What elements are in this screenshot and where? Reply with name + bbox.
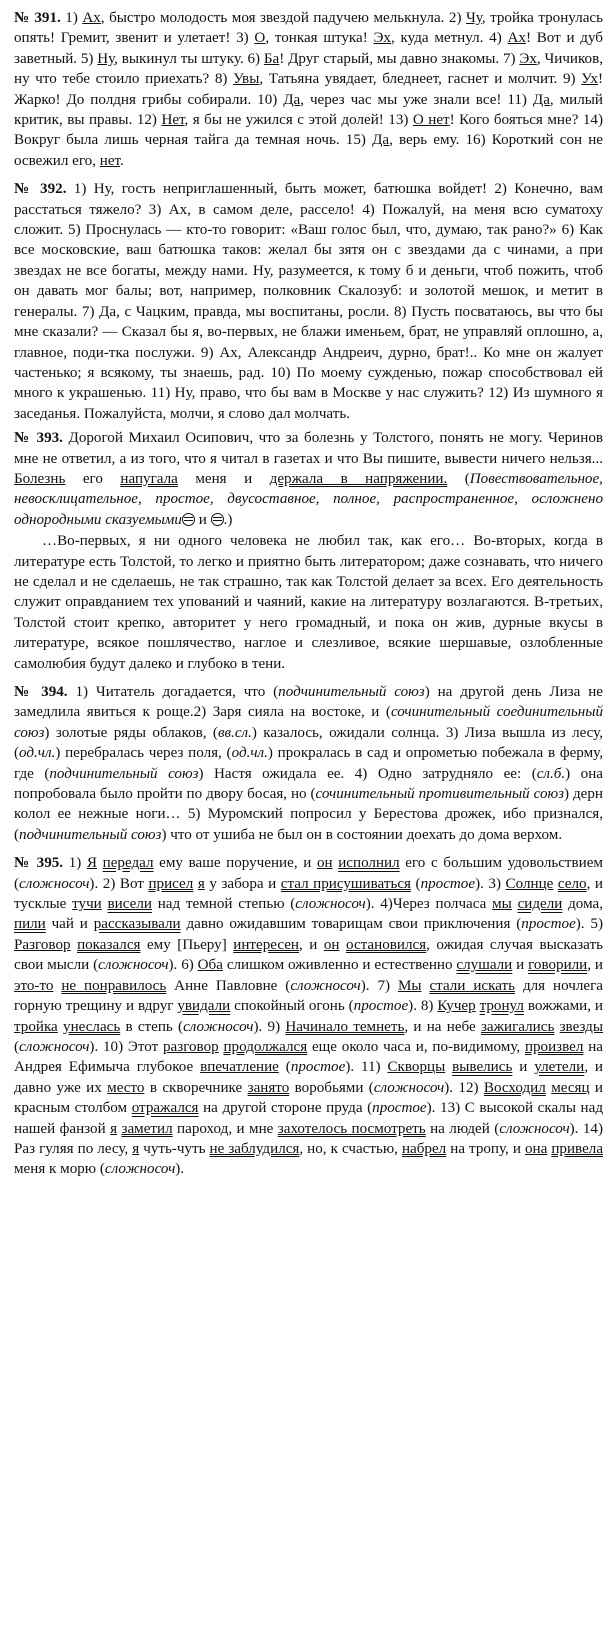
text-run: его xyxy=(82,470,103,487)
italic-note: простое xyxy=(521,916,576,933)
double-underlined-word: Восходил xyxy=(483,1079,546,1096)
underlined-word: она xyxy=(524,1140,548,1157)
double-underlined-word: привела xyxy=(551,1140,604,1157)
text-run: на другой стороне пруда ( xyxy=(198,1100,373,1117)
text-run: ). 14) Раз гуляя по лесу, xyxy=(14,1120,604,1157)
italic-note: подчинительный союз xyxy=(19,826,162,843)
underlined-word: он xyxy=(316,855,333,872)
double-underlined-word: рассказывали xyxy=(93,916,181,933)
italic-note: простое xyxy=(420,875,476,892)
double-underlined-word: Начинало темнеть xyxy=(285,1018,405,1035)
italic-note: сложносоч xyxy=(183,1018,254,1035)
text-run: для ночлега горную трещину и вдруг xyxy=(14,977,603,1015)
double-underlined-word: зажигались xyxy=(480,1018,555,1035)
text-run xyxy=(178,471,195,487)
text-run: воробьями ( xyxy=(289,1079,374,1096)
exercise-number: № 394. xyxy=(14,684,68,700)
underlined-word: Эх xyxy=(373,30,391,47)
underlined-word: тучи xyxy=(72,896,102,913)
text-run: ! Друг старый, мы давно знакомы. 7) xyxy=(279,50,520,67)
text-run: и xyxy=(512,1059,535,1076)
text-run: Анне Павловне ( xyxy=(166,977,291,994)
italic-note: сложносоч xyxy=(104,1161,176,1178)
text-run: ему [Пьеру] xyxy=(140,936,234,953)
text-run: ). 5) xyxy=(575,916,603,933)
text-run: , Татьяна увядает, бледнеет, гаснет и молчит. 9) xyxy=(259,71,582,88)
underlined-word: нет xyxy=(99,152,121,169)
underlined-word: Кучер xyxy=(437,998,476,1015)
text-run: , и на небе xyxy=(404,1018,481,1035)
underlined-word: месяц xyxy=(551,1079,590,1096)
underlined-word: Мы xyxy=(397,977,422,994)
text-run: ). 10) Этот xyxy=(89,1038,163,1055)
text-run: и xyxy=(512,957,529,974)
double-underlined-word: набрел xyxy=(401,1140,447,1157)
double-line-circle-icon xyxy=(182,513,195,526)
text-run: ). 4)Через полчаса xyxy=(365,896,493,913)
text-run: , и xyxy=(587,957,603,974)
double-underlined-word: вывелись xyxy=(452,1059,513,1076)
italic-note: сл.б. xyxy=(536,765,566,782)
underlined-word: Оба xyxy=(197,957,223,974)
exercise-392-text xyxy=(14,179,603,424)
text-run: , я бы не ужился с этой долей! 13) xyxy=(184,112,413,129)
underlined-word: Увы xyxy=(233,71,260,88)
text-run: ) что от ушиба не был он в состоянии доехать до дома верхом. xyxy=(161,826,563,843)
exercise-395-body xyxy=(14,855,603,1177)
text-run: , и тусклые xyxy=(14,875,603,913)
text-run: ) золотые ряды облаков, ( xyxy=(44,724,218,741)
underlined-word: разговор xyxy=(162,1038,219,1055)
italic-note: сложносоч xyxy=(373,1079,445,1096)
italic-note: подчинительный союз xyxy=(278,684,425,700)
italic-note: подчинительный союз xyxy=(49,765,199,782)
text-run: меня xyxy=(195,470,227,487)
text-run: , ожидая случая высказать свои мысли ( xyxy=(14,936,603,974)
text-run: ( xyxy=(447,470,470,487)
text-run: ! Кого бояться мне? 14) Вокруг была лишь черная тайга да темная ночь. 15) xyxy=(14,112,603,149)
text-run: ). 2) Вот xyxy=(89,875,149,892)
double-underlined-word: напугала xyxy=(120,470,178,487)
double-underlined-word: занято xyxy=(247,1079,290,1096)
text-run: , и давно уже их xyxy=(14,1059,603,1096)
underlined-word: Чу xyxy=(465,10,482,26)
double-underlined-word: продолжался xyxy=(223,1038,308,1055)
text-run: ). 9) xyxy=(253,1018,286,1035)
underlined-word: Ну xyxy=(97,50,115,67)
italic-note: сложносоч xyxy=(290,977,361,994)
italic-note: Повествовательное, невосклицательное, простое, двусоставное, полное, распространенное, осложнено однородными сказуемыми xyxy=(14,470,603,528)
underlined-word: Ух xyxy=(581,71,598,88)
text-run: его с большим удовольствием ( xyxy=(14,855,603,892)
text-run: на людей ( xyxy=(425,1120,500,1137)
text-run: ) она попробовала было пройти по двору босая, но ( xyxy=(14,765,604,803)
text-run xyxy=(65,471,82,487)
exercise-393-paragraph: …Во-первых, я ни одного человека не любил так, как его… Во-вторых, когда в литературе есть Толстой, то легко и приятно быть литератором; даже сознавать, что ничего не сделал и не сделаешь, не так страшно, так как Толстой делает за всех. Его деятельность служит оправданием тех упований и чаяний, какие на литературу возлагаются. В-третьих, Толстой стоит крепко, авторитет у него громадный, и пока он жив, дурные вкусы в литературе, всякое пошлячество, наглое и слезливое, всякие шершавые, озлобленные самолюбия будут далеко и глубоко в тени. xyxy=(14,533,603,672)
text-run: , через час мы уже знали все! 11) xyxy=(300,91,533,108)
text-run: ) дерн колол ее нежные ноги… 5) Муромский попросил у Берестова дрожек, ибо признался, ( xyxy=(14,786,603,843)
double-underlined-word: произвел xyxy=(524,1038,584,1055)
underlined-word: Нет xyxy=(161,112,185,129)
text-run: , верь ему. 16) Короткий сон не освежил его, xyxy=(14,132,603,169)
underlined-word: Я xyxy=(86,855,97,872)
underlined-word: Да xyxy=(372,132,390,149)
italic-note: сложносоч xyxy=(98,957,169,974)
text-run: в скворечнике xyxy=(144,1079,248,1096)
text-run: .) xyxy=(223,511,233,528)
double-underlined-word: стали искать xyxy=(429,977,516,994)
text-run: ! Вот и дуб заветный. 5) xyxy=(14,30,603,67)
exercise-395 xyxy=(14,853,603,1180)
text-run: , тройка тронулась опять! Гремит, звенит и улетает! 3) xyxy=(14,10,604,47)
text-run: слишком оживленно и естественно xyxy=(222,957,457,974)
exercise-392 xyxy=(14,179,603,424)
underlined-word: Скворцы xyxy=(387,1059,446,1076)
text-run: , и xyxy=(298,936,324,953)
text-run: ). 12) xyxy=(444,1079,484,1096)
underlined-word: Да xyxy=(532,91,550,108)
underlined-word: Ах xyxy=(507,30,526,47)
text-run: ( xyxy=(278,1059,291,1076)
double-underlined-word: село xyxy=(557,875,587,892)
italic-note: простое xyxy=(290,1059,346,1076)
text-run: и xyxy=(194,511,211,528)
italic-note: сложносоч xyxy=(19,875,90,892)
exercise-number: № 392. xyxy=(14,181,67,198)
text-run: меня к морю ( xyxy=(14,1161,105,1178)
text-run: чуть-чуть xyxy=(139,1140,210,1157)
text-run: , быстро молодость моя звездой падучею мелькнула. 2) xyxy=(100,10,466,26)
double-underlined-word: передал xyxy=(102,855,154,872)
double-underlined-word: слушали xyxy=(456,957,513,974)
underlined-word: Разговор xyxy=(14,936,71,953)
exercise-393-text xyxy=(14,428,603,530)
text-run: пароход, и мне xyxy=(172,1120,278,1137)
double-underlined-word: захотелось посмотреть xyxy=(277,1120,426,1137)
text-run: , куда метнул. 4) xyxy=(390,30,508,47)
double-underlined-word: не понравилось xyxy=(61,977,167,994)
exercise-394-body xyxy=(14,684,603,843)
exercise-number: № 395. xyxy=(14,855,64,872)
text-run: на Андрея Ефимыча глубокое xyxy=(14,1038,603,1076)
exercise-394-text xyxy=(14,682,603,845)
underlined-word: я xyxy=(132,1140,140,1157)
italic-note: сложносоч xyxy=(499,1120,570,1137)
text-run: ) на другой день Лиза не замедлила явиться к роще.2) Заря сияла на востоке, и ( xyxy=(14,684,603,721)
double-underlined-word: стал присушиваться xyxy=(280,875,411,892)
double-underlined-word: держала в напряжении. xyxy=(269,470,448,487)
underlined-word: Болезнь xyxy=(14,470,66,487)
underlined-word: это-то xyxy=(14,977,54,994)
underlined-word: место xyxy=(107,1079,145,1096)
double-underlined-word: присел xyxy=(148,875,194,892)
italic-note: вв.сл. xyxy=(217,724,252,741)
double-underlined-word: висели xyxy=(107,896,152,913)
text-run: ). 6) xyxy=(168,957,198,974)
text-run: ) Настя ожидала ее. 4) Одно затрудняло ее: ( xyxy=(198,765,537,782)
underlined-word: Эх xyxy=(519,50,537,67)
underlined-word: Ах xyxy=(82,10,101,26)
text-run: ). 11) xyxy=(345,1059,388,1076)
exercise-393-body xyxy=(14,430,603,528)
text-run: 1) xyxy=(60,10,83,26)
underlined-word: мы xyxy=(492,896,512,913)
text-run: на тропу, и xyxy=(446,1140,525,1157)
text-run: , тонкая штука! xyxy=(265,30,374,47)
italic-note: сложносоч xyxy=(295,896,366,913)
text-run: , выкинул ты штуку. 6) xyxy=(114,50,264,67)
text-run: ) казалось, ожидали солнца. 3) Лиза вышла из лесу, ( xyxy=(14,724,603,762)
underlined-word: я xyxy=(197,875,205,892)
text-run: 1) Читатель догадается, что ( xyxy=(67,684,279,700)
double-underlined-word: улетели xyxy=(534,1059,585,1076)
underlined-word: впечатление xyxy=(200,1059,279,1076)
text-run: ) перебралась через поля, ( xyxy=(55,745,232,762)
exercise-391 xyxy=(14,8,603,171)
double-underlined-word: отражался xyxy=(131,1100,199,1117)
italic-note: простое xyxy=(372,1100,427,1117)
underlined-word: звезды xyxy=(559,1018,603,1035)
underlined-word: он xyxy=(323,936,340,953)
text-run: чай и xyxy=(45,916,94,933)
text-run: 1) Ну, гость неприглашенный, быть может, батюшка войдет! 2) Конечно, вам расстаться тяжело? 3) Ах, в самом деле, рассело! 4) Пожалуй, на меня всю суматоху сложит. 5) Проснулась — кто-то говорит: «Ваш голос был, что, думаю, так рано?» 6) Как все московские, ваш батюшка таков: желал бы зятя он с звездами да с чинами, а при звездах не все богаты, между нами. Ну, разумеется, к тому б и деньги, чтоб пожить, чтоб он давать мог балы; вот, например, полковник Скалозуб: и золотой мешок, и метит в генералы. 7) Да, с Чацким, правда, мы воспитаны, росли. 8) Пусть посватаюсь, вы что бы мне сказали? — Сказал бы я, во-первых, не блажи именьем, брат, не управляй оплошно, а, главное, поди-тка послужи. 9) Ах, Александр Андреич, дурно, брат!.. Ко мне он жалует частенько; я всякому, ты знаешь, рад. 10) По моему сужденью, пожар способствовал ей много к украшенью. 11) Ну, право, что бы вам в Москве у нас служить? 12) Из шумного я заседанья. Пожалуйста, молчи, я слово дал молчать. xyxy=(14,181,603,422)
underlined-word: Солнце xyxy=(505,875,554,892)
italic-note: сочинительный соединительный союз xyxy=(14,704,603,741)
double-underlined-word: тронул xyxy=(479,998,524,1015)
underlined-word: О xyxy=(254,30,266,47)
exercise-393 xyxy=(14,428,603,674)
text-run: ! Жарко! До полдня грибы собирали. 10) xyxy=(14,71,604,108)
italic-note: од.чл. xyxy=(19,745,56,762)
text-run: 1) xyxy=(63,855,87,872)
text-run: ). 8) xyxy=(408,998,438,1015)
exercise-394 xyxy=(14,682,603,845)
double-underlined-word: показался xyxy=(77,936,141,953)
underlined-word: Ба xyxy=(263,50,280,67)
underlined-word: тройка xyxy=(14,1018,58,1035)
italic-note: простое xyxy=(353,998,409,1015)
text-run: дома, xyxy=(562,896,603,913)
double-underlined-word: сидели xyxy=(517,896,563,913)
text-run: ). 7) xyxy=(360,977,398,994)
double-line-circle-icon xyxy=(211,513,224,526)
double-underlined-word: унеслась xyxy=(63,1018,121,1035)
text-run: у забора и xyxy=(204,875,281,892)
text-run: в степь ( xyxy=(120,1018,184,1035)
text-run: и xyxy=(226,470,270,487)
text-run: . xyxy=(120,152,124,169)
text-run: ) прокралась в сад и опрометью побежала в ферму, где ( xyxy=(14,745,603,782)
text-run: , Чичиков, ну что тебе стоило приехать? 8) xyxy=(14,50,604,88)
double-underlined-word: заметил xyxy=(121,1120,173,1137)
italic-note: сочинительный противительный союз xyxy=(315,786,565,803)
italic-note: сложносоч xyxy=(19,1038,90,1055)
text-run xyxy=(103,471,120,487)
underlined-word: я xyxy=(110,1120,118,1137)
text-run: ). xyxy=(175,1161,185,1178)
exercise-number: № 391. xyxy=(14,10,61,26)
text-run: ( xyxy=(410,875,421,892)
text-run: спокойный огонь ( xyxy=(230,998,354,1015)
underlined-word: О нет xyxy=(412,112,450,129)
text-run: ( xyxy=(14,1038,20,1055)
text-run: ). 13) С высокой скалы над нашей фанзой xyxy=(14,1100,604,1137)
exercise-392-body xyxy=(14,181,603,421)
text-run: и красным столбом xyxy=(14,1079,604,1117)
exercise-391-body xyxy=(14,10,603,169)
double-underlined-word: не заблудился xyxy=(209,1140,300,1157)
text-run: вожжами, и xyxy=(523,998,604,1015)
text-run: Дорогой Михаил Осипович, что за болезнь у Толстого, понять не могу. Черинов мне не ответил, а из того, что я читал в газетах и что Вы пишите, вывести ничего нельзя... xyxy=(14,430,604,467)
exercise-number: № 393. xyxy=(14,430,63,447)
italic-note: од.чл. xyxy=(231,745,268,762)
double-underlined-word: остановился xyxy=(346,936,427,953)
double-underlined-word: интересен xyxy=(233,936,299,953)
double-underlined-word: говорили xyxy=(528,957,588,974)
text-run: , но, к счастью, xyxy=(299,1140,402,1157)
exercise-391-text xyxy=(14,8,603,171)
exercise-395-text xyxy=(14,853,603,1180)
double-underlined-word: увидали xyxy=(177,998,231,1015)
text-run: ему ваше поручение, и xyxy=(153,855,317,872)
text-run: ). 3) xyxy=(475,875,506,892)
double-underlined-word: пили xyxy=(14,916,46,933)
text-run: давно ожидавшим товарищам свои приключения ( xyxy=(180,916,522,933)
double-underlined-word: исполнил xyxy=(338,855,400,872)
text-run: еще около часа и, по-видимому, xyxy=(307,1038,525,1055)
underlined-word: Да xyxy=(283,91,301,108)
text-run: над темной степью ( xyxy=(151,896,296,913)
text-run: , милый критик, вы правы. 12) xyxy=(14,91,604,129)
